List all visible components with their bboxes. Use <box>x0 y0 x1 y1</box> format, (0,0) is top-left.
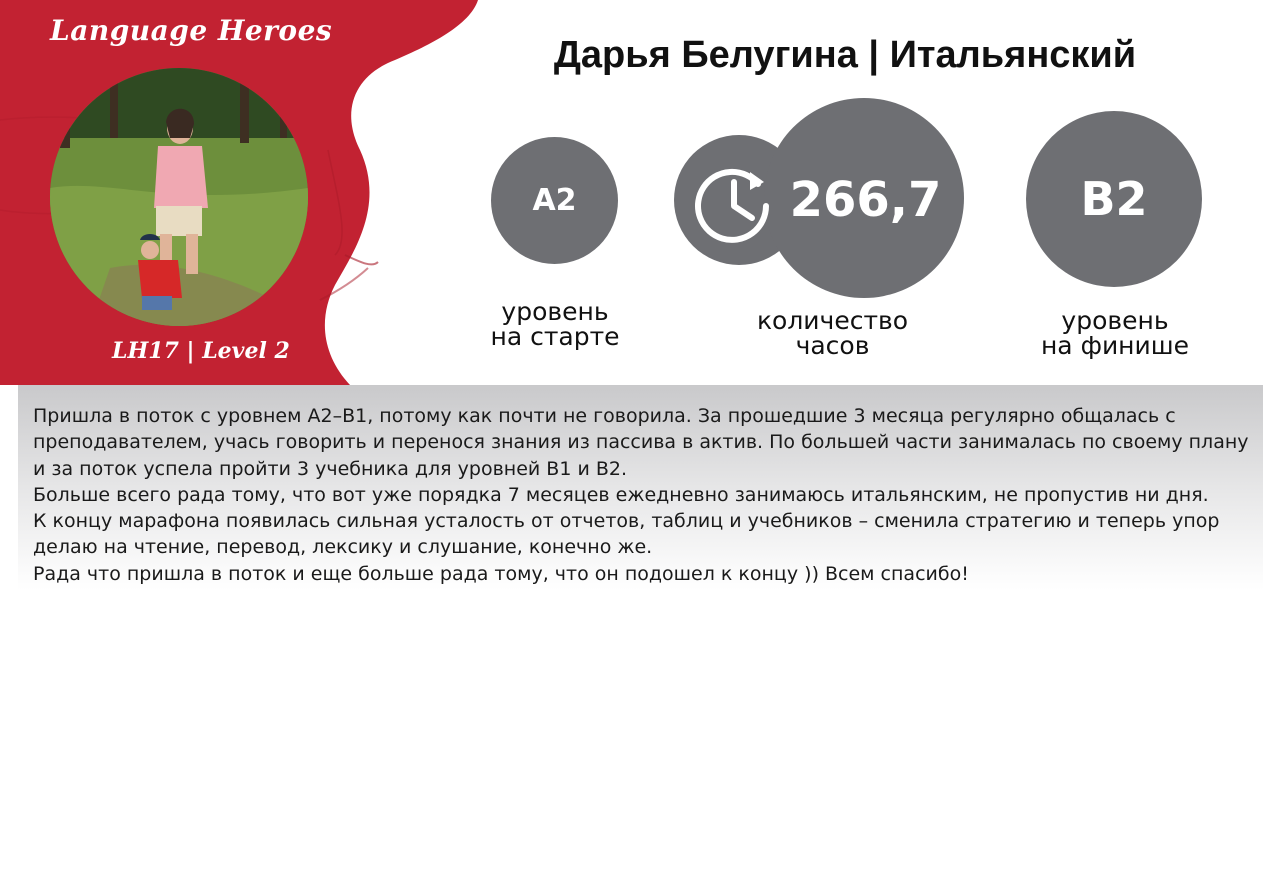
review-paragraph: К концу марафона появилась сильная усталость от отчетов, таблиц и учебников – сменила стратегию и теперь упор делаю на чтение, перевод, лексику и слушание, конечно же. <box>33 510 1220 559</box>
start-level-value: A2 <box>532 183 577 218</box>
hours-label-line1: количество <box>756 306 909 335</box>
review-text <box>33 403 1253 587</box>
finish-level-label <box>1020 308 1210 358</box>
start-label-line2: на старте <box>490 322 620 351</box>
start-label-line1: уровень <box>501 297 609 326</box>
review-paragraph: Больше всего рада тому, что вот уже порядка 7 месяцев ежедневно занимаюсь итальянским, не пропустив ни дня. <box>33 483 1209 506</box>
brand-logo-text: Language Heroes <box>50 14 333 47</box>
finish-label-line1: уровень <box>1061 306 1169 335</box>
finish-label-line2: на финише <box>1040 331 1190 360</box>
profile-photo <box>50 68 308 326</box>
hours-label-line2: часов <box>795 331 870 360</box>
page-title: Дарья Белугина | Итальянский <box>553 34 1137 76</box>
finish-level-value: B2 <box>1080 172 1148 226</box>
finish-level-circle <box>1026 111 1202 287</box>
clock-icon <box>692 160 776 244</box>
hours-value: 266,7 <box>789 172 942 228</box>
start-level-circle <box>491 137 618 264</box>
hours-label <box>730 308 935 358</box>
review-paragraph: Рада что пришла в поток и еще больше рада тому, что он подошел к концу )) Всем спасибо! <box>33 562 969 585</box>
level-tag: LH17 | Level 2 <box>112 338 290 364</box>
start-level-label <box>470 299 640 349</box>
review-paragraph: Пришла в поток с уровнем А2–В1, потому как почти не говорила. За прошедшие 3 месяца регулярно общалась с преподавателем, учась говорить и перенося знания из пассива в актив. По большей части занималась по своему плану и за поток успела пройти 3 учебника для уровней В1 и В2. <box>33 405 1249 480</box>
